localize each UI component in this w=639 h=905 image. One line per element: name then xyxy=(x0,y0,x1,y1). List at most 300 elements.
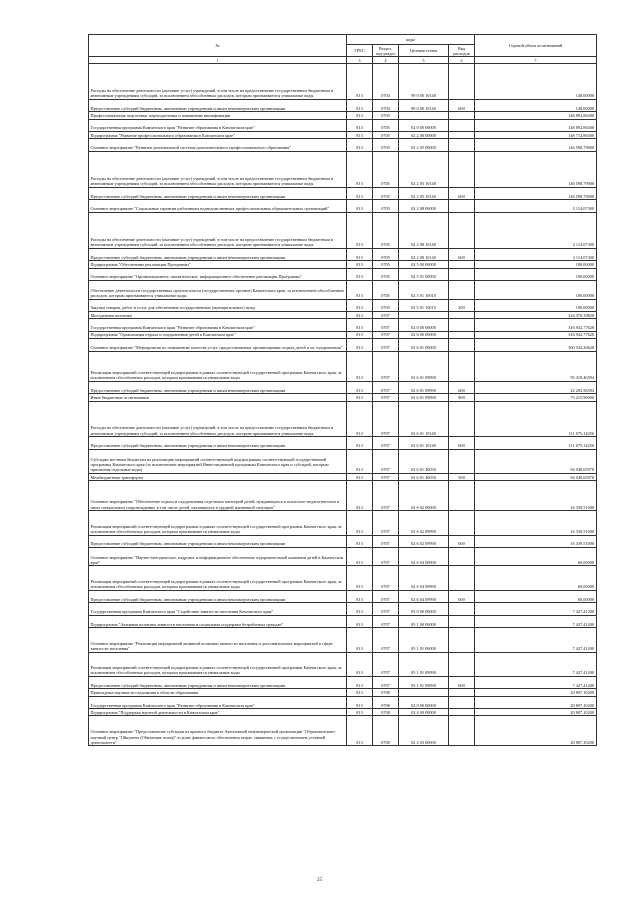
row-target-article: 02 2 05 00000 xyxy=(399,139,449,152)
table-row xyxy=(89,139,597,152)
table-row xyxy=(89,474,597,481)
row-grbs-code: 813 xyxy=(347,151,373,187)
row-grbs-code: 813 xyxy=(347,261,373,268)
row-name: Предоставление субсидий бюджетным, автономным учреждениям и иным некоммерческим организациям xyxy=(89,535,347,548)
row-amount: 20 807,10200 xyxy=(475,709,597,716)
table-row xyxy=(89,64,597,100)
table-row xyxy=(89,603,597,616)
row-section-code: 0705 xyxy=(373,112,399,119)
row-grbs-code: 813 xyxy=(347,709,373,716)
table-row xyxy=(89,511,597,535)
table-row xyxy=(89,319,597,332)
row-section-code: 0707 xyxy=(373,449,399,473)
row-expense-type xyxy=(449,331,475,338)
row-grbs-code: 813 xyxy=(347,394,373,401)
row-grbs-code: 813 xyxy=(347,511,373,535)
row-grbs-code: 813 xyxy=(347,132,373,139)
row-expense-type xyxy=(449,119,475,132)
row-name: Прикладные научные исследования в области образования xyxy=(89,689,347,696)
row-name: Реализация мероприятий соответствующей подпрограммы в рамках соответствующей государственной программы Камчатского края, за исключением обособленных расходов, которым присваиваются уникальные коды xyxy=(89,351,347,381)
table-row xyxy=(89,535,597,548)
table-row xyxy=(89,99,597,112)
row-expense-type xyxy=(449,696,475,709)
row-name: Подпрограмма "Активная политика занятости населения и социальная поддержка безработных граждан" xyxy=(89,615,347,628)
table-row xyxy=(89,151,597,187)
row-amount: 95 419,46594 xyxy=(475,351,597,381)
row-expense-type xyxy=(449,312,475,319)
table-row xyxy=(89,709,597,716)
table-row xyxy=(89,437,597,450)
row-amount: 7 427,41200 xyxy=(475,603,597,616)
row-section-code: 0705 xyxy=(373,212,399,248)
row-amount: 2 114,07300 xyxy=(475,248,597,261)
table-row xyxy=(89,351,597,381)
row-amount: 7 427,41200 xyxy=(475,676,597,689)
row-name: Молодежная политика xyxy=(89,312,347,319)
row-section-code: 0707 xyxy=(373,394,399,401)
table-row xyxy=(89,261,597,268)
row-target-article: 02 6 04 00000 xyxy=(399,548,449,566)
row-name: Государственная программа Камчатского края "Содействие занятости населения Камчатского края" xyxy=(89,603,347,616)
row-expense-type: 600 xyxy=(449,187,475,200)
row-name: Иные бюджетные ассигнования xyxy=(89,394,347,401)
row-section-code: 0708 xyxy=(373,689,399,696)
header-no: № xyxy=(89,35,347,57)
row-expense-type xyxy=(449,281,475,299)
row-section-code: 0707 xyxy=(373,351,399,381)
row-expense-type xyxy=(449,689,475,696)
row-amount: 7 427,41200 xyxy=(475,615,597,628)
row-section-code: 0705 xyxy=(373,261,399,268)
row-target-article: 02 6 01 40050 xyxy=(399,474,449,481)
row-section-code: 0707 xyxy=(373,481,399,511)
row-name: Предоставление субсидий бюджетным, автономным учреждениям и иным некоммерческим организациям xyxy=(89,248,347,261)
row-name: Закупка товаров, работ и услуг для обеспечения государственных (муниципальных) нужд xyxy=(89,299,347,312)
row-amount: 7 427,41200 xyxy=(475,652,597,676)
row-name: Предоставление субсидий бюджетным, автономным учреждениям и иным некоммерческим организациям xyxy=(89,187,347,200)
row-expense-type xyxy=(449,351,475,381)
row-name: Основное мероприятие "Предоставление субсидии из краевого бюджета Автономной некоммерческой организации "Образовательно-научный центр "Ойкумена (Обитаемая земля)" в целях финансового обеспечения затрат, связанных с осуществлением уставной деятельности" xyxy=(89,716,347,746)
row-grbs-code: 813 xyxy=(347,474,373,481)
row-grbs-code: 813 xyxy=(347,716,373,746)
row-expense-type: 600 xyxy=(449,676,475,689)
column-number: 1 xyxy=(89,57,347,64)
row-target-article: 99 0 00 10140 xyxy=(399,64,449,100)
table-row xyxy=(89,548,597,566)
row-grbs-code: 813 xyxy=(347,449,373,473)
row-expense-type xyxy=(449,566,475,590)
row-section-code: 0704 xyxy=(373,64,399,100)
row-grbs-code: 813 xyxy=(347,200,373,213)
row-name: Основное мероприятие "Организационное, аналитическое, информационное обеспечение реализации Программы" xyxy=(89,268,347,281)
row-grbs-code: 813 xyxy=(347,590,373,603)
row-name: Субсидии местным бюджетам на реализацию мероприятий соответствующей подпрограммы соответствующей государственной программы Камчатского края (за исключением мероприятий Инвестиционной программы Камчатского края и субсидий, которым присвоены отдельные коды) xyxy=(89,449,347,473)
row-section-code: 0705 xyxy=(373,132,399,139)
row-target-article: 02 6 01 09990 xyxy=(399,394,449,401)
row-name: Основное мероприятие "Обеспечение отдыха и оздоровления отдельных категорий детей, нуждающихся в психолого-педагогическом и ином специальном сопровождении, в том числе детей, оказавшихся в трудной жизненной ситуации" xyxy=(89,481,347,511)
row-target-article: 02 6 02 00000 xyxy=(399,481,449,511)
row-amount: 60,00000 xyxy=(475,548,597,566)
row-target-article: 02 6 04 09990 xyxy=(399,566,449,590)
row-section-code: 0708 xyxy=(373,716,399,746)
row-name: Государственная программа Камчатского края "Развитие образования в Камчатском крае" xyxy=(89,119,347,132)
table-header xyxy=(89,35,597,64)
row-grbs-code: 813 xyxy=(347,481,373,511)
row-section-code: 0707 xyxy=(373,676,399,689)
row-name: Предоставление субсидий бюджетным, автономным учреждениям и иным некоммерческим организациям xyxy=(89,381,347,394)
row-grbs-code: 813 xyxy=(347,351,373,381)
row-grbs-code: 813 xyxy=(347,99,373,112)
table-row xyxy=(89,281,597,299)
row-target-article: 02 5 01 10010 xyxy=(399,299,449,312)
table-row xyxy=(89,696,597,709)
row-target-article xyxy=(399,312,449,319)
row-name: Обеспечение деятельности государственных органов власти (государственных органов) Камчатского края, за исключением обособленных расходов, которым присваиваются уникальные коды xyxy=(89,281,347,299)
row-expense-type xyxy=(449,652,475,676)
row-grbs-code: 813 xyxy=(347,319,373,332)
table-row xyxy=(89,119,597,132)
column-number: 7 xyxy=(475,57,597,64)
row-amount: 180,00000 xyxy=(475,261,597,268)
row-section-code: 0707 xyxy=(373,339,399,352)
row-expense-type xyxy=(449,511,475,535)
row-amount: 60,00000 xyxy=(475,590,597,603)
row-name: Расходы на обеспечение деятельности (оказание услуг) учреждений, в том числе на предоставление государственным бюджетным и автономным учреждениям субсидий, за исключением обособленных расходов, которым присваиваются уникальные коды xyxy=(89,212,347,248)
table-row xyxy=(89,112,597,119)
row-target-article: 02 6 04 09990 xyxy=(399,590,449,603)
row-grbs-code: 813 xyxy=(347,331,373,338)
row-name: Расходы на обеспечение деятельности (оказание услуг) учреждений, в том числе на предоставление государственным бюджетным и автономным учреждениям субсидий, за исключением обособленных расходов, которым присваиваются уникальные коды xyxy=(89,64,347,100)
row-grbs-code: 813 xyxy=(347,281,373,299)
row-section-code: 0705 xyxy=(373,119,399,132)
row-target-article: 02 6 01 10140 xyxy=(399,437,449,450)
row-name: Реализация мероприятий соответствующей подпрограммы в рамках соответствующей государственной программы Камчатского края, за исключением обособленных расходов, которым присваиваются уникальные коды xyxy=(89,511,347,535)
row-target-article: 02 0 00 00000 xyxy=(399,119,449,132)
row-expense-type xyxy=(449,628,475,652)
row-section-code: 0705 xyxy=(373,187,399,200)
row-target-article: 02 0 00 00000 xyxy=(399,319,449,332)
row-target-article: 02 5 01 00000 xyxy=(399,268,449,281)
row-target-article: 02 6 01 10140 xyxy=(399,401,449,437)
header-amount: Годовой объем ассигнований xyxy=(475,35,597,57)
row-amount: 2 114,07300 xyxy=(475,200,597,213)
row-name: Предоставление субсидий бюджетным, автономным учреждениям и иным некоммерческим организациям xyxy=(89,99,347,112)
row-amount: 180,00000 xyxy=(475,281,597,299)
row-target-article: 02 6 01 09990 xyxy=(399,351,449,381)
row-section-code: 0708 xyxy=(373,709,399,716)
row-expense-type: 600 xyxy=(449,248,475,261)
row-amount: 73 215,90000 xyxy=(475,394,597,401)
row-name: Реализация мероприятий соответствующей подпрограммы в рамках соответствующей государственной программы Камчатского края, за исключением обособленных расходов, которым присваиваются уникальные коды xyxy=(89,566,347,590)
row-grbs-code: 813 xyxy=(347,299,373,312)
row-amount: 316 942,77628 xyxy=(475,331,597,338)
row-amount: 16 339,51000 xyxy=(475,481,597,511)
row-expense-type: 600 xyxy=(449,99,475,112)
header-grbs: ГРБС xyxy=(347,45,373,57)
table-row xyxy=(89,590,597,603)
table-row xyxy=(89,331,597,338)
row-expense-type: 600 xyxy=(449,590,475,603)
row-grbs-code: 813 xyxy=(347,535,373,548)
row-expense-type xyxy=(449,112,475,119)
header-csr: Целевая статья xyxy=(399,45,449,57)
row-expense-type xyxy=(449,212,475,248)
row-target-article: 02 2 08 00000 xyxy=(399,200,449,213)
table-row xyxy=(89,200,597,213)
row-target-article: 02 6 01 40050 xyxy=(399,449,449,473)
row-amount: 180,00000 xyxy=(475,268,597,281)
table-row xyxy=(89,268,597,281)
row-section-code: 0707 xyxy=(373,548,399,566)
row-amount: 16 339,51000 xyxy=(475,511,597,535)
row-grbs-code: 813 xyxy=(347,187,373,200)
row-section-code: 0707 xyxy=(373,319,399,332)
row-target-article: 02 6 00 00000 xyxy=(399,331,449,338)
row-grbs-code: 813 xyxy=(347,248,373,261)
row-target-article: 02 2 05 10140 xyxy=(399,151,449,187)
row-amount: 111 075,14256 xyxy=(475,437,597,450)
row-section-code: 0707 xyxy=(373,511,399,535)
row-name: Основное мероприятие "Научно-методическое, кадровое и информационное обеспечение оздоровительной кампании детей в Камчатском крае" xyxy=(89,548,347,566)
row-target-article: 02 4 00 00000 xyxy=(399,709,449,716)
row-grbs-code: 813 xyxy=(347,696,373,709)
row-expense-type: 200 xyxy=(449,299,475,312)
row-name: Подпрограмма "Развитие профессионального образования в Камчатском крае" xyxy=(89,132,347,139)
table-row xyxy=(89,248,597,261)
row-amount: 146 598,79000 xyxy=(475,151,597,187)
row-expense-type xyxy=(449,481,475,511)
row-target-article: 02 6 01 00000 xyxy=(399,339,449,352)
row-name: Основное мероприятие "Реализация мероприятий активной политики занятости населения и дополнительных мероприятий в сфере занятости населения" xyxy=(89,628,347,652)
row-expense-type: 800 xyxy=(449,394,475,401)
row-target-article: 02 2 08 10140 xyxy=(399,248,449,261)
row-section-code: 0707 xyxy=(373,535,399,548)
table-row xyxy=(89,689,597,696)
row-section-code: 0705 xyxy=(373,151,399,187)
row-expense-type xyxy=(449,339,475,352)
row-expense-type xyxy=(449,401,475,437)
column-number: 4 xyxy=(373,57,399,64)
table-row xyxy=(89,401,597,437)
row-name: Подпрограмма "Поддержка научной деятельности в Камчатском крае" xyxy=(89,709,347,716)
row-section-code: 0705 xyxy=(373,139,399,152)
row-target-article: 05 1 00 00000 xyxy=(399,615,449,628)
table-row xyxy=(89,132,597,139)
table-row xyxy=(89,449,597,473)
row-section-code: 0707 xyxy=(373,603,399,616)
row-name: Расходы на обеспечение деятельности (оказание услуг) учреждений, в том числе на предоставление государственным бюджетным и автономным учреждениям субсидий, за исключением обособленных расходов, которым присваиваются уникальные коды xyxy=(89,401,347,437)
row-grbs-code: 813 xyxy=(347,437,373,450)
row-expense-type xyxy=(449,449,475,473)
row-name: Предоставление субсидий бюджетным, автономным учреждениям и иным некоммерческим организациям xyxy=(89,437,347,450)
row-expense-type: 600 xyxy=(449,535,475,548)
row-expense-type xyxy=(449,548,475,566)
row-target-article: 05 1 01 00000 xyxy=(399,628,449,652)
header-vr: Вид расходов xyxy=(449,45,475,57)
row-amount: 2 114,07300 xyxy=(475,212,597,248)
row-expense-type xyxy=(449,603,475,616)
row-target-article: 02 6 02 09990 xyxy=(399,535,449,548)
row-amount: 324 370,18828 xyxy=(475,312,597,319)
row-section-code: 0707 xyxy=(373,474,399,481)
column-number: 5 xyxy=(399,57,449,64)
row-expense-type xyxy=(449,716,475,746)
row-target-article: 02 2 08 10140 xyxy=(399,212,449,248)
row-amount: 111 075,14256 xyxy=(475,401,597,437)
row-section-code: 0705 xyxy=(373,299,399,312)
row-expense-type xyxy=(449,200,475,213)
table-row xyxy=(89,299,597,312)
row-name: Подпрограмма "Организация отдыха и оздоровления детей в Камчатском крае" xyxy=(89,331,347,338)
row-grbs-code: 813 xyxy=(347,548,373,566)
row-section-code: 0704 xyxy=(373,99,399,112)
row-grbs-code: 813 xyxy=(347,566,373,590)
row-name: Расходы на обеспечение деятельности (оказание услуг) учреждений, в том числе на предоставление государственным бюджетным и автономным учреждениям субсидий, за исключением обособленных расходов, которым присваиваются уникальные коды xyxy=(89,151,347,187)
row-amount: 146 598,79000 xyxy=(475,139,597,152)
row-target-article: 99 0 00 10140 xyxy=(399,99,449,112)
table-row xyxy=(89,312,597,319)
row-name: Предоставление субсидий бюджетным, автономным учреждениям и иным некоммерческим организациям xyxy=(89,590,347,603)
row-grbs-code: 813 xyxy=(347,615,373,628)
row-grbs-code: 813 xyxy=(347,676,373,689)
row-expense-type xyxy=(449,132,475,139)
row-expense-type xyxy=(449,151,475,187)
column-number-row xyxy=(89,57,597,64)
row-target-article xyxy=(399,689,449,696)
row-amount: 94 048,65978 xyxy=(475,449,597,473)
row-name: Основное мероприятие "Мероприятия по повышению качества услуг, предоставляемых организациями отдыха детей и их оздоровления" xyxy=(89,339,347,352)
row-target-article: 05 1 01 09990 xyxy=(399,652,449,676)
table-row xyxy=(89,339,597,352)
row-grbs-code: 813 xyxy=(347,652,373,676)
row-expense-type xyxy=(449,64,475,100)
row-name: Межбюджетные трансферты xyxy=(89,474,347,481)
row-target-article xyxy=(399,112,449,119)
row-section-code: 0707 xyxy=(373,652,399,676)
row-grbs-code: 813 xyxy=(347,139,373,152)
row-amount: 7 427,41200 xyxy=(475,628,597,652)
header-codes: коды xyxy=(347,35,475,45)
row-grbs-code: 813 xyxy=(347,401,373,437)
row-expense-type xyxy=(449,139,475,152)
row-grbs-code: 813 xyxy=(347,603,373,616)
row-amount: 148 892,86300 xyxy=(475,112,597,119)
row-amount: 16 339,51000 xyxy=(475,535,597,548)
row-expense-type xyxy=(449,319,475,332)
row-name: Основное мероприятие "Развитие региональной системы дополнительного профессионального образования" xyxy=(89,139,347,152)
row-amount: 316 942,77628 xyxy=(475,319,597,332)
row-amount: 94 048,65978 xyxy=(475,474,597,481)
row-section-code: 0708 xyxy=(373,696,399,709)
row-amount: 148 712,86300 xyxy=(475,132,597,139)
row-grbs-code: 813 xyxy=(347,381,373,394)
row-target-article: 02 6 01 09990 xyxy=(399,381,449,394)
row-target-article: 02 5 00 00000 xyxy=(399,261,449,268)
row-amount: 300 543,26628 xyxy=(475,339,597,352)
row-amount: 180,00000 xyxy=(475,299,597,312)
row-amount: 20 807,10200 xyxy=(475,716,597,746)
row-grbs-code: 813 xyxy=(347,112,373,119)
row-name: Реализация мероприятий соответствующей подпрограммы в рамках соответствующей государственной программы Камчатского края, за исключением обособленных расходов, которым присваиваются уникальные коды xyxy=(89,652,347,676)
table-row xyxy=(89,615,597,628)
row-name: Государственная программа Камчатского края "Развитие образования в Камчатском крае" xyxy=(89,696,347,709)
header-razdel: Раздел, под-раздел xyxy=(373,45,399,57)
row-expense-type xyxy=(449,709,475,716)
row-grbs-code: 813 xyxy=(347,339,373,352)
row-section-code: 0707 xyxy=(373,401,399,437)
table-row xyxy=(89,381,597,394)
table-row xyxy=(89,566,597,590)
row-amount: 60,00000 xyxy=(475,566,597,590)
row-name: Профессиональная подготовка, переподготовка и повышение квалификации xyxy=(89,112,347,119)
table-row xyxy=(89,394,597,401)
row-section-code: 0707 xyxy=(373,628,399,652)
table-row xyxy=(89,481,597,511)
row-section-code: 0705 xyxy=(373,200,399,213)
page-number: 25 xyxy=(317,878,322,883)
table-row xyxy=(89,187,597,200)
row-section-code: 0705 xyxy=(373,281,399,299)
row-expense-type: 600 xyxy=(449,437,475,450)
row-expense-type: 500 xyxy=(449,474,475,481)
row-grbs-code: 813 xyxy=(347,312,373,319)
row-expense-type xyxy=(449,615,475,628)
column-number: 3 xyxy=(347,57,373,64)
row-grbs-code: 813 xyxy=(347,628,373,652)
row-section-code: 0707 xyxy=(373,437,399,450)
row-expense-type xyxy=(449,261,475,268)
row-grbs-code: 813 xyxy=(347,212,373,248)
row-amount: 148,00000 xyxy=(475,64,597,100)
row-expense-type: 600 xyxy=(449,381,475,394)
row-section-code: 0707 xyxy=(373,590,399,603)
row-grbs-code: 813 xyxy=(347,119,373,132)
row-target-article: 02 0 00 00000 xyxy=(399,696,449,709)
row-grbs-code: 813 xyxy=(347,689,373,696)
row-amount: 20 807,10200 xyxy=(475,689,597,696)
row-target-article: 05 0 00 00000 xyxy=(399,603,449,616)
row-section-code: 0707 xyxy=(373,566,399,590)
row-section-code: 0705 xyxy=(373,268,399,281)
table-row xyxy=(89,676,597,689)
row-section-code: 0707 xyxy=(373,381,399,394)
table-body xyxy=(89,64,597,746)
row-grbs-code: 813 xyxy=(347,64,373,100)
row-section-code: 0707 xyxy=(373,312,399,319)
row-section-code: 0707 xyxy=(373,615,399,628)
row-section-code: 0705 xyxy=(373,248,399,261)
table-row xyxy=(89,628,597,652)
row-name: Государственная программа Камчатского края "Развитие образования в Камчатском крае" xyxy=(89,319,347,332)
row-target-article: 02 5 01 10010 xyxy=(399,281,449,299)
table-row xyxy=(89,716,597,746)
row-amount: 148,00000 xyxy=(475,99,597,112)
row-name: Предоставление субсидий бюджетным, автономным учреждениям и иным некоммерческим организациям xyxy=(89,676,347,689)
row-target-article: 02 4 03 00000 xyxy=(399,716,449,746)
row-target-article: 02 6 02 09990 xyxy=(399,511,449,535)
row-name: Основное мероприятие "Социальные гарантии работникам подведомственных профессиональных образовательных организаций" xyxy=(89,200,347,213)
budget-table xyxy=(88,34,597,746)
table-row xyxy=(89,652,597,676)
row-target-article: 05 1 01 09990 xyxy=(399,676,449,689)
row-grbs-code: 813 xyxy=(347,268,373,281)
row-amount: 20 807,10200 xyxy=(475,696,597,709)
row-amount: 148 892,86300 xyxy=(475,119,597,132)
row-amount: 22 203,56594 xyxy=(475,381,597,394)
row-amount: 146 598,79000 xyxy=(475,187,597,200)
row-target-article: 02 2 00 00000 xyxy=(399,132,449,139)
budget-table-page xyxy=(88,34,596,746)
